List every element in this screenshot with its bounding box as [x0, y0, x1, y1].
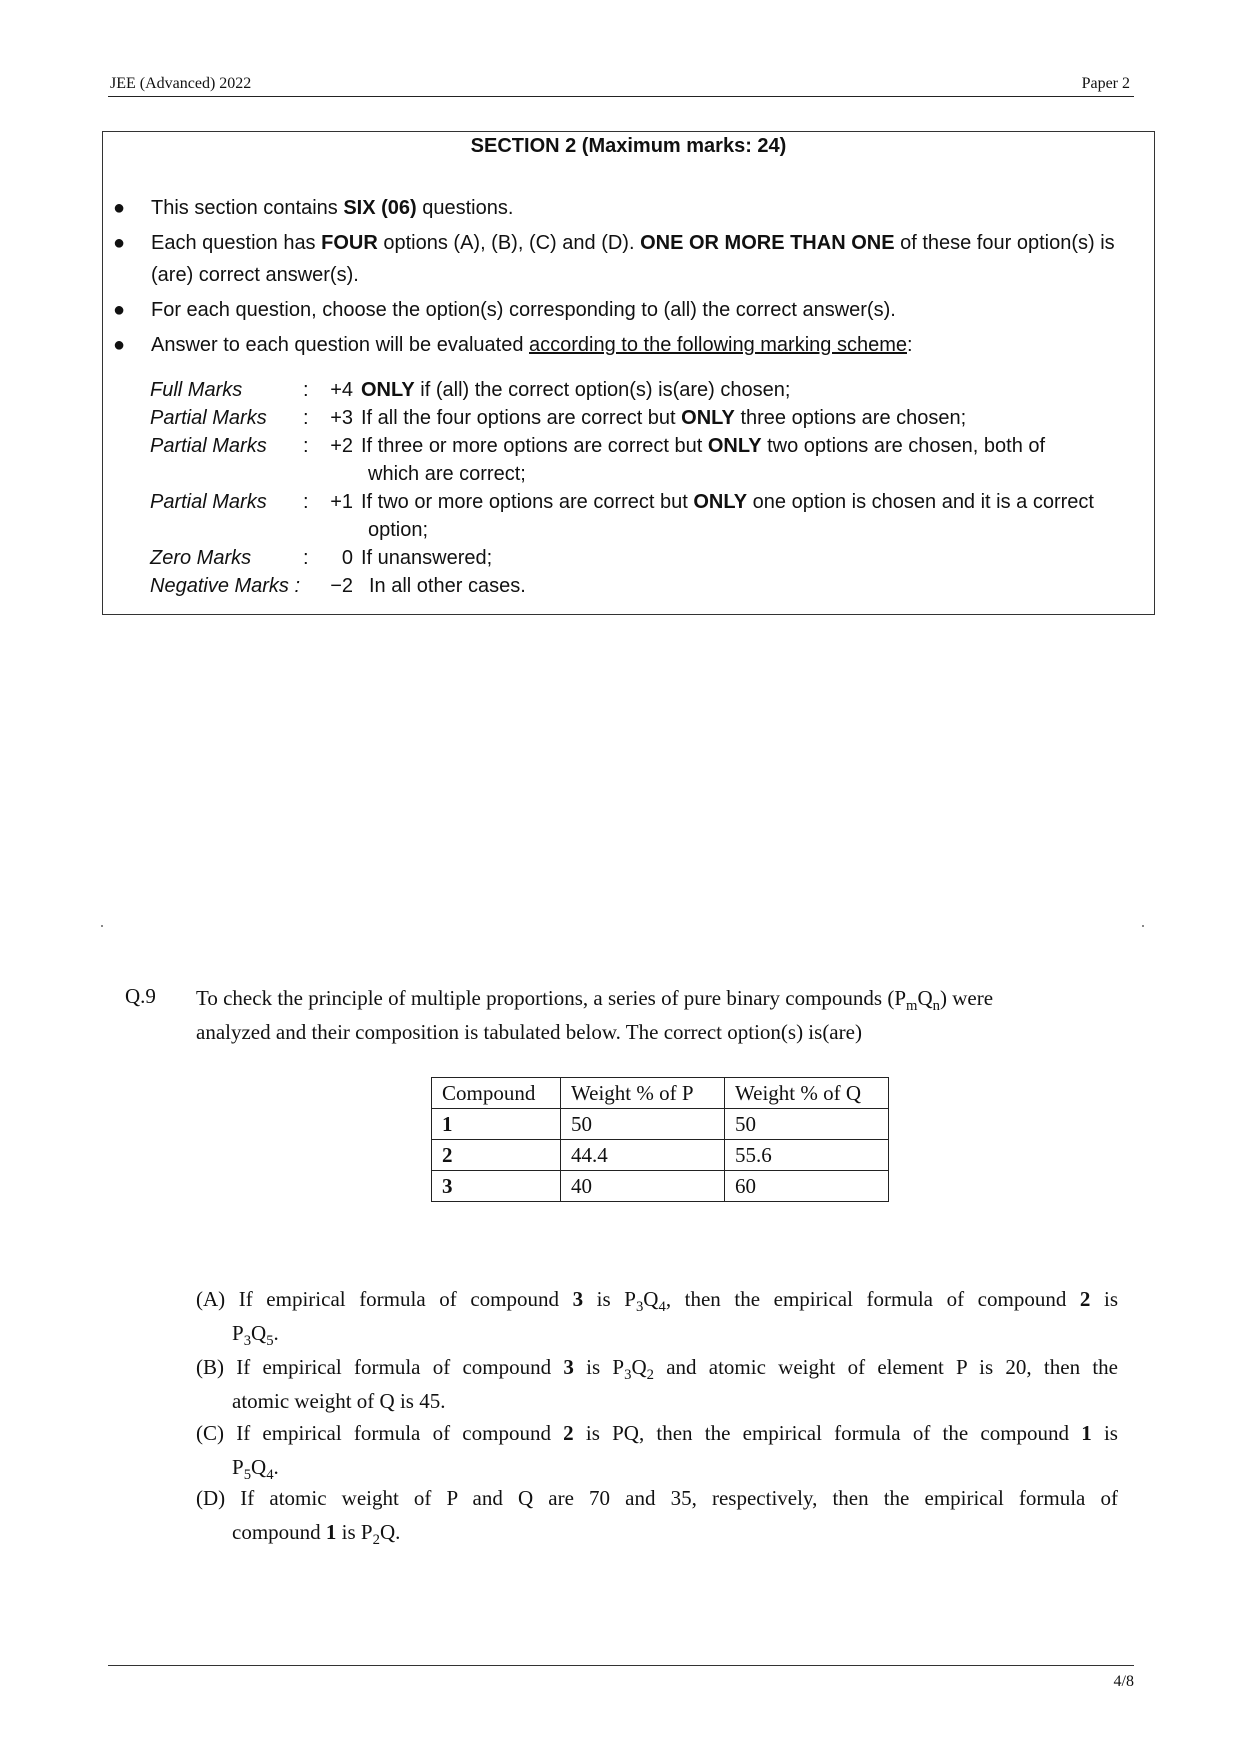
table-header: Weight % of P	[561, 1078, 725, 1109]
table-cell: 44.4	[561, 1140, 725, 1171]
option-c: (C) If empirical formula of compound 2 is PQ, then the empirical formula of the compound 1 is $P_5Q_4$.	[196, 1421, 1118, 1484]
bullet-icon: ●	[113, 197, 126, 219]
paper-label: Paper 2	[1081, 75, 1130, 92]
marking-row-full: Full Marks : +4 ONLY if (all) the correct option(s) is(are) chosen;	[150, 379, 791, 401]
table-row	[432, 1109, 889, 1140]
exam-name: JEE (Advanced) 2022	[110, 75, 252, 92]
instruction-text: Each question has FOUR options (A), (B), (C) and (D). ONE OR MORE THAN ONE of these four option(s) is (are) correct answer(s).	[151, 232, 1115, 286]
table-header: Compound	[432, 1078, 561, 1109]
marking-row-partial-3: Partial Marks : +3 If all the four options are correct but ONLY three options are chosen;	[150, 407, 967, 429]
option-d: (D) If atomic weight of P and Q are 70 and 35, respectively, then the empirical formula of compound 1 is $P_2Q$.	[196, 1486, 1118, 1549]
instruction-text: Answer to each question will be evaluated according to the following marking scheme:	[151, 334, 913, 356]
table-cell: 1	[432, 1109, 561, 1140]
composition-table	[431, 1077, 889, 1202]
question-number: Q.9	[125, 984, 156, 1008]
option-b: (B) If empirical formula of compound 3 is $P_3Q_2$ and atomic weight of element P is 20, then the atomic weight of Q is 45.	[196, 1355, 1118, 1413]
table-row	[432, 1140, 889, 1171]
instruction-text: For each question, choose the option(s) corresponding to (all) the correct answer(s).	[151, 299, 896, 321]
table-cell: 3	[432, 1171, 561, 1202]
table-row	[432, 1171, 889, 1202]
table-cell: 50	[561, 1109, 725, 1140]
marking-row-partial-2: Partial Marks : +2 If three or more options are correct but ONLY two options are chosen, both of which are correct;	[150, 435, 1046, 485]
bullet-icon: ●	[113, 334, 126, 356]
option-a: (A) If empirical formula of compound 3 is $P_3Q_4$, then the empirical formula of compound 2 is $P_3Q_5$.	[196, 1287, 1118, 1350]
table-cell: 60	[725, 1171, 889, 1202]
instruction-text: This section contains SIX (06) questions.	[151, 197, 514, 219]
table-cell: 2	[432, 1140, 561, 1171]
running-header	[108, 74, 1134, 97]
marking-row-negative: Negative Marks : −2 In all other cases.	[150, 575, 526, 597]
page-mark	[1142, 925, 1144, 927]
bullet-icon: ●	[113, 232, 126, 254]
page-number: 4/8	[1113, 1673, 1134, 1690]
question-text: To check the principle of multiple proportions, a series of pure binary compounds $(P_mQ_n)$ were analyzed and their composition is tabulated below. The correct option(s) is(are)	[196, 986, 994, 1044]
page-mark	[101, 925, 103, 927]
table-cell: 55.6	[725, 1140, 889, 1171]
marking-row-partial-1: Partial Marks : +1 If two or more options are correct but ONLY one option is chosen and it is a correct option;	[150, 491, 1094, 541]
table-cell: 50	[725, 1109, 889, 1140]
table-header-row	[432, 1078, 889, 1109]
section-title: SECTION 2 (Maximum marks: 24)	[470, 135, 787, 157]
section-instructions-box	[102, 131, 1155, 615]
marking-row-zero: Zero Marks : 0 If unanswered;	[150, 547, 493, 569]
bullet-icon: ●	[113, 299, 126, 321]
table-cell: 40	[561, 1171, 725, 1202]
footer-rule	[108, 1665, 1134, 1666]
table-header: Weight % of Q	[725, 1078, 889, 1109]
